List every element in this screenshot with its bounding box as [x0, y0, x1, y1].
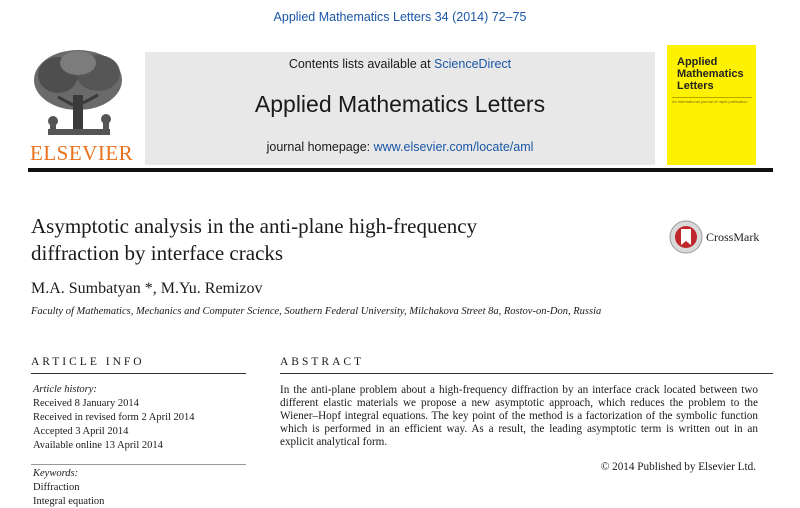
crossmark-icon: [669, 220, 703, 254]
cover-subtitle: An international journal of rapid publication: [672, 99, 748, 104]
elsevier-tree-icon: [28, 45, 128, 140]
affiliation: Faculty of Mathematics, Mechanics and Computer Science, Southern Federal University, Milchakova Street 8a, Rostov-on-Don, Russia: [31, 306, 602, 317]
abstract-heading: ABSTRACT: [280, 356, 365, 368]
sciencedirect-link[interactable]: ScienceDirect: [434, 57, 512, 71]
crossmark-label[interactable]: CrossMark: [706, 230, 760, 244]
cover-divider: [672, 97, 752, 98]
journal-title: Applied Mathematics Letters: [254, 91, 546, 117]
abstract-text: In the anti-plane problem about a high-frequency diffraction by an interface crack located between two different elastic materials we propose a new asymptotic approach, which reduces the problem to the Wiener–Hopf integral equations. The key point of the method is a factorization of the symbolic function which is performed in an efficient way. As a result, the leading asymptotic term is written out in an explicit analytical form.: [280, 384, 758, 448]
keywords-label: Keywords:: [33, 468, 79, 479]
copyright-notice: © 2014 Published by Elsevier Ltd.: [600, 461, 756, 473]
authors[interactable]: M.A. Sumbatyan *, M.Yu. Remizov: [31, 280, 263, 297]
homepage-link[interactable]: www.elsevier.com/locate/aml: [373, 140, 534, 154]
keyword-item: Integral equation: [33, 496, 105, 507]
journal-citation[interactable]: [0, 10, 800, 24]
crossmark-badge[interactable]: [669, 220, 703, 259]
homepage-prefix: journal homepage:: [266, 140, 374, 154]
article-info-rule: [31, 373, 246, 374]
history-divider: [31, 464, 246, 465]
history-accepted: Accepted 3 April 2014: [33, 426, 129, 437]
cover-title: Applied Mathematics Letters: [677, 56, 744, 92]
citation-link[interactable]: Applied Mathematics Letters 34 (2014) 72–75: [273, 10, 527, 24]
contents-prefix: Contents lists available at: [288, 57, 435, 71]
paper-title-line-2: diffraction by interface cracks: [31, 241, 284, 265]
paper-title-line-1: Asymptotic analysis in the anti-plane high-frequency: [31, 214, 478, 238]
history-online: Available online 13 April 2014: [33, 440, 163, 451]
homepage-line: [145, 140, 655, 154]
paper-title: [31, 213, 631, 267]
history-received: Received 8 January 2014: [33, 398, 139, 409]
contents-line: [145, 57, 655, 71]
article-info-heading: ARTICLE INFO: [31, 356, 145, 368]
keyword-item: Diffraction: [33, 482, 80, 493]
header-rule: [28, 168, 773, 172]
abstract-rule: [280, 373, 773, 374]
elsevier-wordmark: ELSEVIER: [30, 141, 134, 165]
history-label: Article history:: [33, 384, 97, 395]
history-revised: Received in revised form 2 April 2014: [33, 412, 195, 423]
